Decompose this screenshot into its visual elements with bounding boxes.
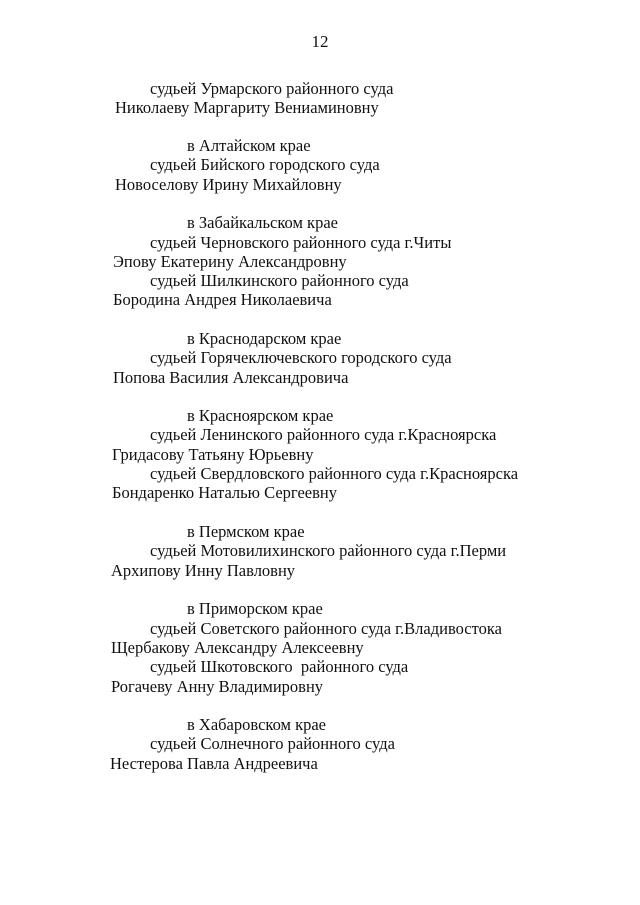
appointment-court-line: судьей Бийского городского суда: [150, 155, 380, 174]
appointee-name-line: Гридасову Татьяну Юрьевну: [112, 445, 314, 464]
appointee-name-line: Бородина Андрея Николаевича: [113, 290, 332, 309]
appointee-name-line: Архипову Инну Павловну: [111, 561, 296, 580]
region-heading: в Пермском крае: [187, 522, 305, 541]
appointee-name-line: Новоселову Ирину Михайловну: [115, 175, 342, 194]
region-heading: в Краснодарском крае: [187, 329, 342, 348]
region-heading: в Приморском крае: [187, 599, 323, 618]
region-heading: в Хабаровском крае: [187, 715, 326, 734]
appointment-court-line: судьей Свердловского районного суда г.Красноярска: [150, 464, 519, 483]
appointee-name-line: Эпову Екатерину Александровну: [113, 252, 347, 271]
region-heading: в Забайкальском крае: [187, 213, 338, 232]
appointee-name-line: Николаеву Маргариту Вениаминовну: [115, 98, 379, 117]
appointee-name-line: Рогачеву Анну Владимировну: [111, 677, 324, 696]
appointment-court-line: судьей Ленинского районного суда г.Красноярска: [150, 425, 497, 444]
appointment-court-line: судьей Мотовилихинского районного суда г.Перми: [150, 541, 507, 560]
page-number: 12: [311, 32, 329, 51]
appointment-court-line: судьей Урмарского районного суда: [150, 79, 394, 98]
region-heading: в Алтайском крае: [187, 136, 311, 155]
appointment-court-line: судьей Советского районного суда г.Владивостока: [150, 619, 502, 638]
region-heading: в Красноярском крае: [187, 406, 334, 425]
appointee-name-line: Попова Василия Александровича: [113, 368, 349, 387]
appointee-name-line: Бондаренко Наталью Сергеевну: [112, 483, 337, 502]
appointment-court-line: судьей Солнечного районного суда: [150, 734, 395, 753]
appointment-court-line: судьей Черновского районного суда г.Читы: [150, 233, 452, 252]
appointment-court-line: судьей Шилкинского районного суда: [150, 271, 409, 290]
appointment-court-line: судьей Шкотовского районного суда: [150, 657, 409, 676]
appointee-name-line: Щербакову Александру Алексеевну: [111, 638, 364, 657]
appointment-court-line: судьей Горячеключевского городского суда: [150, 348, 452, 367]
appointee-name-line: Нестерова Павла Андреевича: [110, 754, 318, 773]
